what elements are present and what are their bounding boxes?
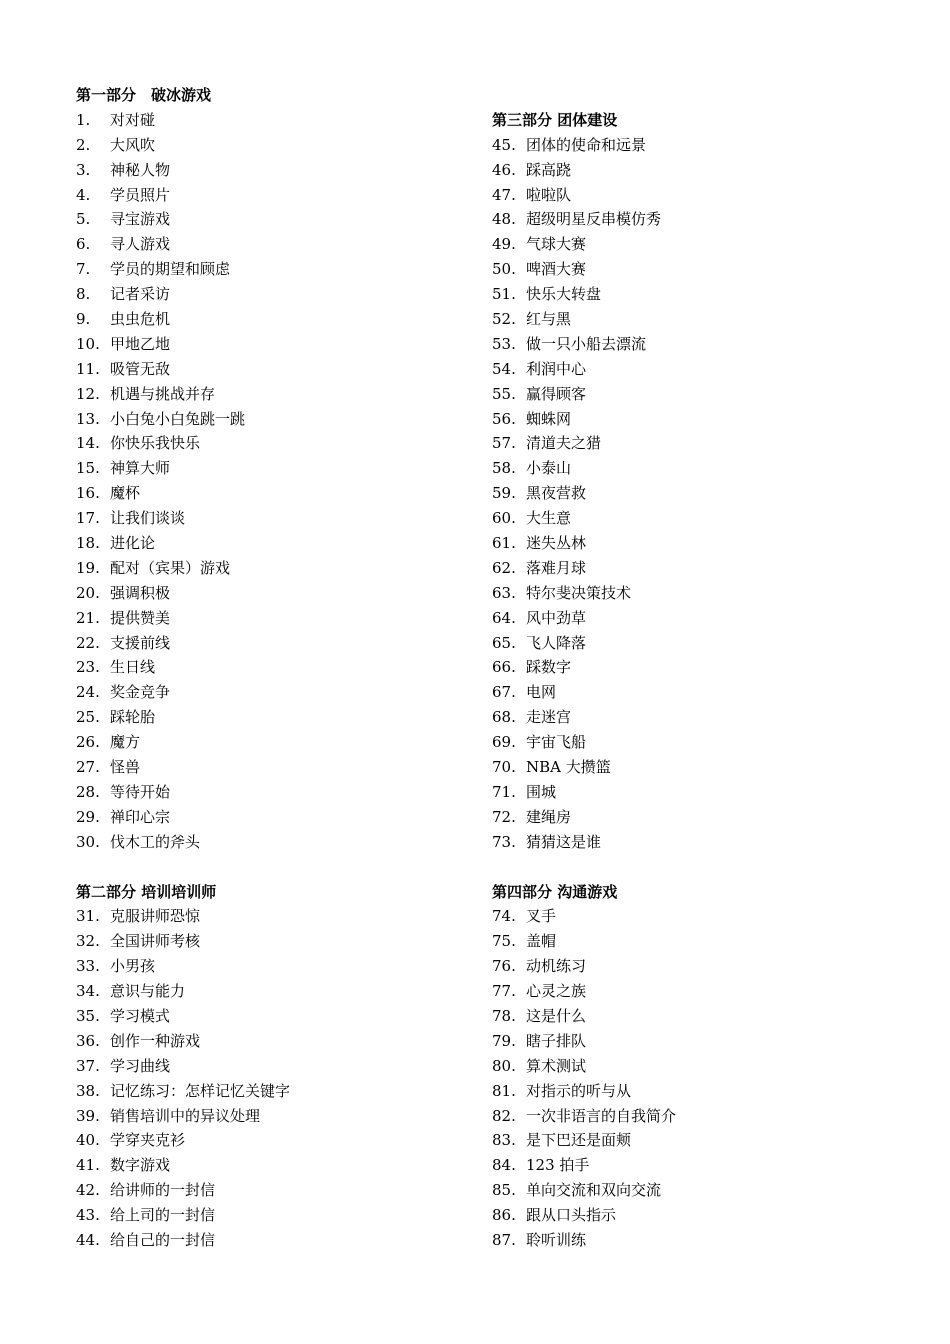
item-number: 81. <box>492 1081 516 1100</box>
list-item <box>76 1079 476 1104</box>
item-number: 80. <box>492 1056 516 1075</box>
item-number: 13. <box>76 409 100 428</box>
item-number: 1. <box>76 110 91 129</box>
item-label: 啦啦队 <box>526 185 572 204</box>
item-number: 27. <box>76 758 100 777</box>
list-item <box>76 207 476 232</box>
item-label: 支援前线 <box>110 633 171 652</box>
list-item <box>492 655 892 680</box>
item-number: 58. <box>492 459 516 478</box>
list-item <box>76 1178 476 1203</box>
item-label: 清道夫之猎 <box>526 434 602 453</box>
item-label: 气球大赛 <box>526 235 587 254</box>
list-item <box>76 407 476 432</box>
item-label: 神秘人物 <box>110 160 171 179</box>
list-item <box>492 929 892 954</box>
item-number: 2. <box>76 135 91 154</box>
item-label: 123 拍手 <box>526 1156 590 1175</box>
item-number: 32. <box>76 932 100 951</box>
list-item <box>76 556 476 581</box>
item-label: 寻人游戏 <box>110 235 171 254</box>
item-label: 叉手 <box>526 907 557 926</box>
item-number: 20. <box>76 583 100 602</box>
item-number: 14. <box>76 434 100 453</box>
item-label: 是下巴还是面颊 <box>526 1131 632 1150</box>
item-label: 围城 <box>526 782 557 801</box>
item-label: NBA 大攒篮 <box>526 758 611 777</box>
list-item <box>76 382 476 407</box>
item-number: 52. <box>492 310 516 329</box>
item-number: 26. <box>76 733 100 752</box>
list-item <box>76 158 476 183</box>
item-label: 给讲师的一封信 <box>110 1181 216 1200</box>
item-label: 飞人降落 <box>526 633 587 652</box>
item-number: 17. <box>76 509 100 528</box>
item-label: 踩轮胎 <box>110 708 156 727</box>
item-number: 61. <box>492 534 516 553</box>
list-item <box>492 556 892 581</box>
item-label: 生日线 <box>110 658 156 677</box>
item-number: 86. <box>492 1206 516 1225</box>
game-list <box>492 904 892 1252</box>
item-number: 65. <box>492 633 516 652</box>
list-item <box>492 382 892 407</box>
item-number: 39. <box>76 1106 100 1125</box>
list-item <box>76 183 476 208</box>
item-number: 63. <box>492 583 516 602</box>
item-number: 15. <box>76 459 100 478</box>
item-number: 48. <box>492 210 516 229</box>
item-label: 踩高跷 <box>526 160 572 179</box>
list-item <box>76 456 476 481</box>
item-number: 54. <box>492 359 516 378</box>
item-label: 记忆练习：怎样记忆关键字 <box>110 1081 291 1100</box>
item-number: 37. <box>76 1056 100 1075</box>
list-item <box>492 1128 892 1153</box>
list-item <box>492 979 892 1004</box>
section-heading: 第四部分 沟通游戏 <box>492 882 618 901</box>
item-label: 进化论 <box>110 534 156 553</box>
list-item <box>492 357 892 382</box>
item-label: 蜘蛛网 <box>526 409 572 428</box>
list-item <box>76 929 476 954</box>
list-item <box>492 1079 892 1104</box>
list-item <box>76 755 476 780</box>
list-item <box>492 332 892 357</box>
item-number: 72. <box>492 807 516 826</box>
item-number: 79. <box>492 1031 516 1050</box>
item-label: 魔方 <box>110 733 141 752</box>
list-item <box>492 680 892 705</box>
item-number: 55. <box>492 384 516 403</box>
item-label: 快乐大转盘 <box>526 285 602 304</box>
item-number: 85. <box>492 1181 516 1200</box>
item-number: 67. <box>492 683 516 702</box>
list-item <box>492 1178 892 1203</box>
item-number: 41. <box>76 1156 100 1175</box>
list-item <box>76 232 476 257</box>
item-number: 75. <box>492 932 516 951</box>
item-number: 24. <box>76 683 100 702</box>
item-label: 小男孩 <box>110 957 156 976</box>
item-label: 伐木工的斧头 <box>110 832 201 851</box>
list-item <box>76 357 476 382</box>
item-number: 77. <box>492 982 516 1001</box>
item-number: 45. <box>492 135 516 154</box>
list-item <box>76 1104 476 1129</box>
item-number: 73. <box>492 832 516 851</box>
right-column <box>492 83 892 1253</box>
list-item <box>76 1153 476 1178</box>
section-heading: 第二部分 培训培训师 <box>76 882 217 901</box>
item-label: 寻宝游戏 <box>110 210 171 229</box>
item-number: 29. <box>76 807 100 826</box>
list-item <box>492 183 892 208</box>
list-item <box>492 805 892 830</box>
item-label: 宇宙飞船 <box>526 733 587 752</box>
list-item <box>76 282 476 307</box>
item-number: 19. <box>76 558 100 577</box>
list-item <box>492 1054 892 1079</box>
list-item <box>76 954 476 979</box>
item-number: 9. <box>76 310 91 329</box>
list-item <box>76 1203 476 1228</box>
item-label: 等待开始 <box>110 782 171 801</box>
item-number: 69. <box>492 733 516 752</box>
item-label: 学习模式 <box>110 1006 171 1025</box>
item-number: 10. <box>76 334 100 353</box>
list-item <box>76 705 476 730</box>
list-item <box>492 904 892 929</box>
item-label: 机遇与挑战并存 <box>110 384 216 403</box>
list-item <box>492 257 892 282</box>
item-number: 25. <box>76 708 100 727</box>
item-label: 创作一种游戏 <box>110 1031 201 1050</box>
item-number: 44. <box>76 1230 100 1249</box>
list-item <box>76 830 476 855</box>
item-number: 82. <box>492 1106 516 1125</box>
item-label: 特尔斐决策技术 <box>526 583 632 602</box>
item-number: 30. <box>76 832 100 851</box>
list-item <box>492 1004 892 1029</box>
item-label: 意识与能力 <box>110 982 186 1001</box>
item-label: 销售培训中的异议处理 <box>110 1106 261 1125</box>
item-number: 31. <box>76 907 100 926</box>
item-number: 47. <box>492 185 516 204</box>
item-number: 4. <box>76 185 91 204</box>
item-label: 啤酒大赛 <box>526 260 587 279</box>
item-label: 让我们谈谈 <box>110 509 186 528</box>
item-number: 46. <box>492 160 516 179</box>
item-number: 16. <box>76 484 100 503</box>
item-number: 28. <box>76 782 100 801</box>
item-label: 魔杯 <box>110 484 141 503</box>
left-column <box>76 83 476 1253</box>
item-label: 动机练习 <box>526 957 587 976</box>
list-item <box>492 307 892 332</box>
item-number: 23. <box>76 658 100 677</box>
list-item <box>492 481 892 506</box>
list-item <box>492 407 892 432</box>
item-label: 超级明星反串模仿秀 <box>526 210 662 229</box>
list-item <box>76 904 476 929</box>
item-label: 落难月球 <box>526 558 587 577</box>
item-label: 怪兽 <box>110 758 141 777</box>
item-label: 你快乐我快乐 <box>110 434 201 453</box>
list-item <box>492 531 892 556</box>
item-number: 22. <box>76 633 100 652</box>
item-number: 21. <box>76 608 100 627</box>
item-label: 团体的使命和远景 <box>526 135 647 154</box>
item-label: 做一只小船去漂流 <box>526 334 647 353</box>
item-label: 算术测试 <box>526 1056 587 1075</box>
item-number: 36. <box>76 1031 100 1050</box>
list-item <box>492 431 892 456</box>
list-item <box>76 606 476 631</box>
list-item <box>492 1104 892 1129</box>
item-label: 黑夜营救 <box>526 484 587 503</box>
list-item <box>76 1228 476 1253</box>
item-label: 强调积极 <box>110 583 171 602</box>
item-label: 盖帽 <box>526 932 557 951</box>
list-item <box>76 805 476 830</box>
list-item <box>76 1128 476 1153</box>
item-number: 11. <box>76 359 100 378</box>
item-label: 给自己的一封信 <box>110 1230 216 1249</box>
item-label: 对对碰 <box>110 110 156 129</box>
item-label: 电网 <box>526 683 557 702</box>
item-number: 51. <box>492 285 516 304</box>
item-number: 57. <box>492 434 516 453</box>
item-number: 76. <box>492 957 516 976</box>
item-label: 学员的期望和顾虑 <box>110 260 231 279</box>
list-item <box>492 631 892 656</box>
item-number: 68. <box>492 708 516 727</box>
item-label: 给上司的一封信 <box>110 1206 216 1225</box>
item-label: 利润中心 <box>526 359 587 378</box>
item-number: 3. <box>76 160 91 179</box>
section-train-the-trainer <box>76 880 476 1253</box>
list-item <box>76 481 476 506</box>
item-number: 42. <box>76 1181 100 1200</box>
item-number: 83. <box>492 1131 516 1150</box>
item-label: 全国讲师考核 <box>110 932 201 951</box>
item-number: 49. <box>492 235 516 254</box>
list-item <box>76 531 476 556</box>
item-label: 小白兔小白兔跳一跳 <box>110 409 246 428</box>
item-number: 50. <box>492 260 516 279</box>
list-item <box>492 158 892 183</box>
section-spacer <box>76 855 476 880</box>
list-item <box>492 1029 892 1054</box>
item-number: 70. <box>492 758 516 777</box>
list-item <box>492 954 892 979</box>
item-label: 单向交流和双向交流 <box>526 1181 662 1200</box>
item-label: 虫虫危机 <box>110 310 171 329</box>
list-item <box>492 1203 892 1228</box>
item-number: 43. <box>76 1206 100 1225</box>
item-label: 建绳房 <box>526 807 572 826</box>
item-number: 12. <box>76 384 100 403</box>
item-number: 87. <box>492 1230 516 1249</box>
item-label: 赢得顾客 <box>526 384 587 403</box>
item-label: 这是什么 <box>526 1006 587 1025</box>
item-label: 甲地乙地 <box>110 334 171 353</box>
item-label: 对指示的听与从 <box>526 1081 632 1100</box>
section-team-building <box>492 108 892 855</box>
list-item <box>492 730 892 755</box>
item-number: 66. <box>492 658 516 677</box>
section-heading: 第一部分 破冰游戏 <box>76 86 212 104</box>
list-item <box>76 332 476 357</box>
item-number: 78. <box>492 1006 516 1025</box>
list-item <box>76 1054 476 1079</box>
item-number: 34. <box>76 982 100 1001</box>
item-label: 学员照片 <box>110 185 171 204</box>
item-label: 吸管无敌 <box>110 359 171 378</box>
list-item <box>492 606 892 631</box>
item-number: 74. <box>492 907 516 926</box>
list-item <box>76 780 476 805</box>
item-label: 瞎子排队 <box>526 1031 587 1050</box>
item-number: 38. <box>76 1081 100 1100</box>
list-item <box>76 257 476 282</box>
list-item <box>492 755 892 780</box>
item-label: 红与黑 <box>526 310 572 329</box>
item-label: 迷失丛林 <box>526 534 587 553</box>
item-number: 18. <box>76 534 100 553</box>
list-item <box>76 307 476 332</box>
list-item <box>492 1153 892 1178</box>
game-list <box>76 108 476 855</box>
item-number: 62. <box>492 558 516 577</box>
item-number: 59. <box>492 484 516 503</box>
item-label: 一次非语言的自我简介 <box>526 1106 677 1125</box>
list-item <box>76 730 476 755</box>
item-label: 学穿夹克衫 <box>110 1131 186 1150</box>
item-label: 心灵之族 <box>526 982 587 1001</box>
item-label: 走迷宫 <box>526 708 572 727</box>
item-number: 71. <box>492 782 516 801</box>
item-label: 奖金竞争 <box>110 683 171 702</box>
item-label: 记者采访 <box>110 285 171 304</box>
list-item <box>76 431 476 456</box>
list-item <box>492 133 892 158</box>
list-item <box>492 780 892 805</box>
list-item <box>492 506 892 531</box>
item-label: 提供赞美 <box>110 608 171 627</box>
item-label: 小泰山 <box>526 459 572 478</box>
list-item <box>76 108 476 133</box>
list-item <box>492 282 892 307</box>
list-item <box>76 631 476 656</box>
item-number: 60. <box>492 509 516 528</box>
item-label: 禅印心宗 <box>110 807 171 826</box>
item-label: 风中劲草 <box>526 608 587 627</box>
list-item <box>492 207 892 232</box>
section-communication-games <box>492 880 892 1253</box>
item-label: 踩数字 <box>526 658 572 677</box>
list-item <box>76 506 476 531</box>
list-item <box>492 1228 892 1253</box>
game-list <box>492 133 892 855</box>
list-item <box>76 655 476 680</box>
list-item <box>76 133 476 158</box>
section-spacer <box>492 855 892 880</box>
list-item <box>492 581 892 606</box>
item-label: 猜猜这是谁 <box>526 832 602 851</box>
item-number: 40. <box>76 1131 100 1150</box>
item-label: 跟从口头指示 <box>526 1206 617 1225</box>
list-item <box>492 705 892 730</box>
list-item <box>76 1004 476 1029</box>
item-label: 大风吹 <box>110 135 156 154</box>
list-item <box>492 456 892 481</box>
item-number: 6. <box>76 235 91 254</box>
section-icebreaker-games <box>76 83 476 855</box>
list-item <box>492 232 892 257</box>
item-number: 5. <box>76 210 91 229</box>
item-label: 克服讲师恐惊 <box>110 907 201 926</box>
list-item <box>76 680 476 705</box>
item-label: 聆听训练 <box>526 1230 587 1249</box>
item-number: 33. <box>76 957 100 976</box>
game-list <box>76 904 476 1252</box>
item-number: 8. <box>76 285 91 304</box>
section-spacer <box>492 83 892 108</box>
item-label: 学习曲线 <box>110 1056 171 1075</box>
item-label: 神算大师 <box>110 459 171 478</box>
item-label: 大生意 <box>526 509 572 528</box>
list-item <box>76 581 476 606</box>
item-number: 64. <box>492 608 516 627</box>
item-number: 56. <box>492 409 516 428</box>
list-item <box>76 1029 476 1054</box>
item-number: 84. <box>492 1156 516 1175</box>
item-label: 配对（宾果）游戏 <box>110 558 231 577</box>
item-number: 7. <box>76 260 91 279</box>
list-item <box>76 979 476 1004</box>
item-number: 53. <box>492 334 516 353</box>
list-item <box>492 830 892 855</box>
item-number: 35. <box>76 1006 100 1025</box>
item-label: 数字游戏 <box>110 1156 171 1175</box>
section-heading: 第三部分 团体建设 <box>492 110 618 129</box>
